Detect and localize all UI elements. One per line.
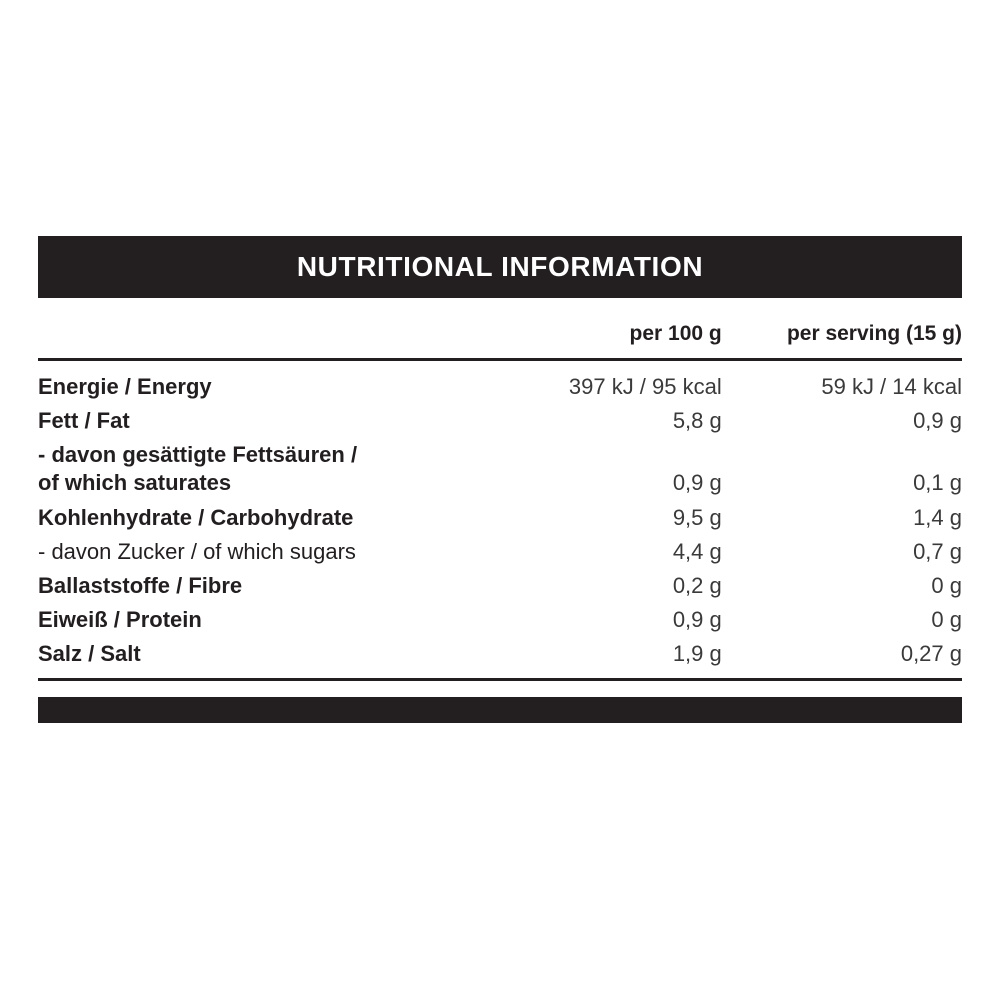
row-label [38,501,482,535]
row-label [38,535,482,569]
row-value-per-100g: 9,5 g [672,504,722,530]
row-value-per-100g: 5,8 g [672,408,722,434]
column-header-label [38,322,482,360]
row-label-line2: of which saturates [38,470,232,496]
row-label-line1: Energie / Energy [38,374,212,399]
table-header [38,322,962,360]
row-label [38,637,482,678]
nutrition-header-bar [38,236,962,298]
row-label-line1: Kohlenhydrate / Carbohydrate [38,504,354,530]
nutrition-panel [38,236,962,723]
row-label-line1: - davon Zucker / of which sugars [38,538,356,564]
nutrition-table [38,322,962,678]
table-bottom-rule [38,678,962,681]
row-value-per-100g: 0,9 g [672,470,722,496]
row-label-line1: Eiweiß / Protein [38,607,202,633]
row-value-per-100g: 1,9 g [672,641,722,667]
row-label [38,438,482,500]
nutrition-footer-bar [38,697,962,723]
table-row [38,603,962,637]
row-label-line1: Ballaststoffe / Fibre [38,572,243,598]
row-label [38,360,482,405]
table-row [38,438,962,500]
row-value-per-serving: 0 g [931,607,962,633]
column-header-per-serving: per serving (15 g) [786,322,962,345]
row-label [38,569,482,603]
table-row [38,360,962,405]
row-value-per-100g: 397 kJ / 95 kcal [568,374,722,399]
table-row [38,569,962,603]
row-value-per-serving: 0,9 g [913,408,962,434]
row-label-line1: Fett / Fat [38,408,130,434]
row-value-per-serving: 0 g [931,572,962,598]
row-value-per-100g: 4,4 g [672,538,722,564]
row-value-per-serving: 0,27 g [900,641,962,667]
column-header-per-100g: per 100 g [629,322,722,345]
row-label [38,603,482,637]
table-row [38,404,962,438]
row-label-line1: - davon gesättigte Fettsäuren / [38,442,358,468]
page-title: NUTRITIONAL INFORMATION [296,251,704,282]
table-row [38,535,962,569]
row-label [38,404,482,438]
table-header-row [38,322,962,360]
row-value-per-serving: 1,4 g [913,504,962,530]
row-value-per-serving: 0,1 g [913,470,962,496]
row-value-per-serving: 0,7 g [913,538,962,564]
row-value-per-serving: 59 kJ / 14 kcal [821,374,962,399]
row-value-per-100g: 0,9 g [672,607,722,633]
table-body [38,360,962,679]
row-value-per-100g: 0,2 g [672,572,722,598]
table-row [38,501,962,535]
table-row [38,637,962,678]
row-label-line1: Salz / Salt [38,641,141,667]
